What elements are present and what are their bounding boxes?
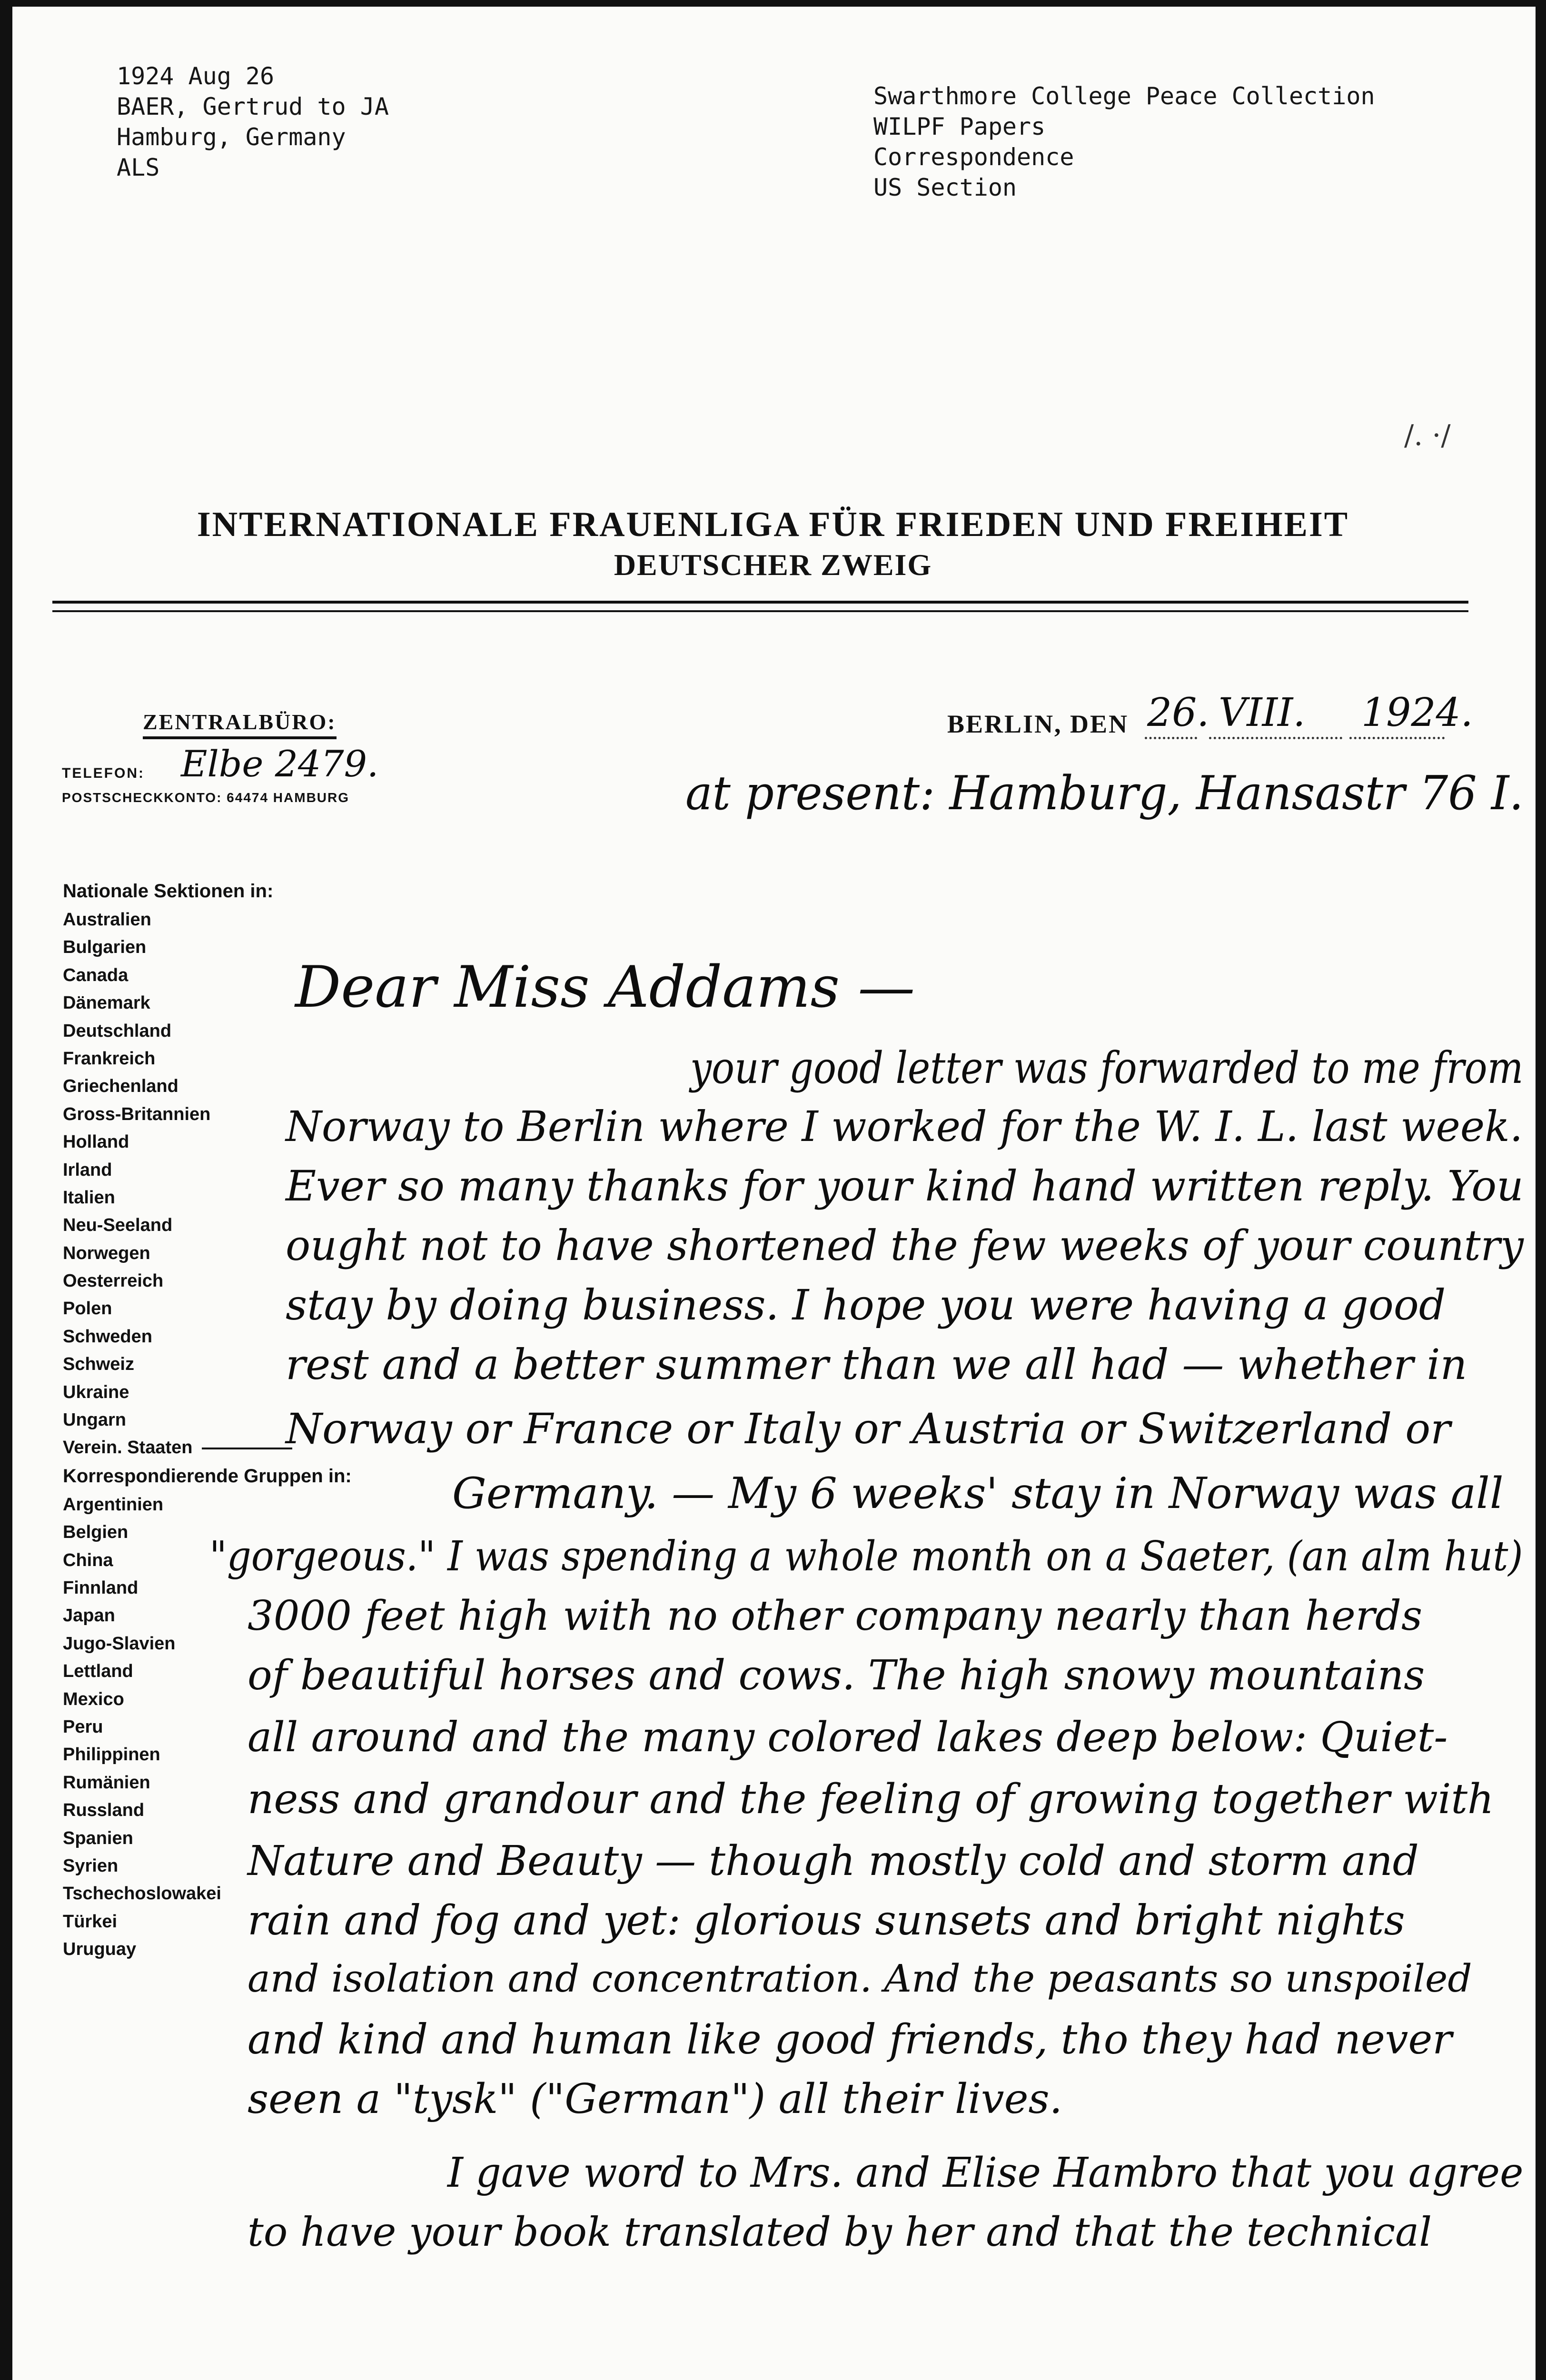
letter-line: Norway to Berlin where I worked for the W. I. L. last week.: [286, 1102, 1523, 1151]
sidebar-item-label: Frankreich: [63, 1048, 156, 1069]
date-dotted-line: [1209, 737, 1342, 739]
letter-line: rest and a better summer than we all had — whether in: [286, 1340, 1467, 1389]
sidebar-item-label: Dänemark: [63, 993, 150, 1013]
sidebar-item: [63, 1072, 352, 1100]
letter-line: "gorgeous." I was spending a whole month on a Saeter, (an alm hut): [209, 1533, 1523, 1580]
sidebar-item-label: Lettland: [63, 1661, 133, 1682]
archive-correspondents: BAER, Gertrud to JA: [117, 93, 389, 120]
letter-line: of beautiful horses and cows. The high snowy mountains: [248, 1652, 1425, 1699]
letter-salutation: Dear Miss Addams —: [295, 954, 915, 1021]
sidebar-item-label: Belgien: [63, 1522, 129, 1543]
sidebar-item-label: Tschechoslowakei: [63, 1884, 221, 1904]
letter-line: ness and grandour and the feeling of growing together with: [248, 1775, 1494, 1823]
sidebar-item-label: Australien: [63, 910, 151, 930]
sidebar-item-label: Finnland: [63, 1577, 139, 1598]
archive-type: ALS: [117, 154, 160, 181]
telefon-label: TELEFON:: [62, 765, 145, 781]
archive-catalog-label: [117, 61, 389, 183]
sidebar-item-label: Rumänien: [63, 1772, 150, 1793]
sidebar-item-label: Argentinien: [63, 1494, 164, 1515]
sidebar-item-label: Italien: [63, 1187, 115, 1208]
sidebar-item-label: Norwegen: [63, 1243, 150, 1263]
letter-line: stay by doing business. I hope you were having a good: [286, 1280, 1446, 1329]
scan-border-right: [1536, 0, 1546, 2380]
date-dotted-line: [1145, 737, 1197, 739]
date-day: 26.: [1147, 690, 1209, 735]
collection-section: US Section: [873, 174, 1017, 201]
telefon-value: Elbe 2479.: [181, 743, 379, 785]
letter-line: and isolation and concentration. And the peasants so unspoiled: [248, 1956, 1472, 2001]
archive-collection-label: [873, 81, 1375, 203]
collection-name: Swarthmore College Peace Collection: [873, 82, 1375, 110]
letter-line: all around and the many colored lakes deep below: Quiet-: [248, 1714, 1448, 1761]
sidebar-item-label: Bulgarien: [63, 937, 147, 958]
sidebar-item: [63, 1045, 352, 1072]
sidebar-item-label: Neu-Seeland: [63, 1215, 173, 1236]
collection-series: Correspondence: [873, 143, 1074, 171]
sidebar-item-label: Gross-Britannien: [63, 1104, 211, 1124]
sidebar-divider: [202, 1448, 292, 1449]
letter-line: Norway or France or Italy or Austria or Switzerland or: [286, 1404, 1451, 1453]
letterhead-title: INTERNATIONALE FRAUENLIGA FÜR FRIEDEN UND FREIHEIT: [197, 505, 1349, 544]
letter-line: Ever so many thanks for your kind hand written reply. You: [286, 1161, 1524, 1210]
place-date-label: BERLIN, DEN: [947, 710, 1129, 738]
sidebar-item-label: Schweden: [63, 1326, 152, 1347]
scan-border-top: [0, 0, 1546, 7]
date-year: 1924.: [1361, 690, 1473, 735]
sidebar-item-label: Ukraine: [63, 1382, 129, 1402]
sidebar-item: [63, 1017, 352, 1045]
sidebar-item-label: Griechenland: [63, 1076, 178, 1097]
letter-line: and kind and human like good friends, tho they had never: [248, 2016, 1452, 2063]
sidebar-item-label: Japan: [63, 1606, 115, 1626]
sidebar-item-label: Schweiz: [63, 1354, 134, 1375]
sidebar-item-label: Mexico: [63, 1689, 124, 1709]
letterhead-subtitle: DEUTSCHER ZWEIG: [614, 548, 932, 582]
archive-place: Hamburg, Germany: [117, 123, 346, 151]
sidebar-item-label: Russland: [63, 1800, 145, 1821]
office-label: ZENTRALBÜRO:: [143, 709, 337, 739]
letterhead-rule-thin: [52, 610, 1468, 612]
sidebar-item-label: Irland: [63, 1160, 112, 1180]
sidebar-item-label: China: [63, 1550, 113, 1570]
sidebar-item: [63, 906, 352, 933]
corner-pencil-mark: /. ·/: [1404, 419, 1451, 452]
letter-line: seen a "tysk" ("German") all their lives.: [248, 2075, 1062, 2123]
postscheck-label: POSTSCHECKKONTO: 64474 HAMBURG: [62, 790, 350, 805]
sidebar-item-label: Ungarn: [63, 1410, 126, 1430]
sidebar-item-label: Polen: [63, 1299, 112, 1319]
sidebar-item-label: Spanien: [63, 1828, 133, 1848]
corresponding-groups-title: Korrespondierende Gruppen in:: [63, 1465, 352, 1487]
sidebar-item-label: Jugo-Slavien: [63, 1633, 176, 1654]
letter-line: Nature and Beauty — though mostly cold and storm and: [248, 1837, 1419, 1885]
sidebar-item-label: Philippinen: [63, 1745, 160, 1765]
letter-line: 3000 feet high with no other company nearly than herds: [248, 1592, 1423, 1640]
date-month: VIII.: [1219, 690, 1306, 735]
sidebar-item-label: Verein. Staaten: [63, 1438, 193, 1458]
sidebar-item-label: Türkei: [63, 1911, 118, 1932]
collection-papers: WILPF Papers: [873, 113, 1046, 140]
sidebar-item-label: Canada: [63, 965, 129, 985]
archive-date: 1924 Aug 26: [117, 62, 275, 90]
letter-line: your good letter was forwarded to me from: [690, 1042, 1524, 1093]
sidebar-item-label: Oesterreich: [63, 1271, 164, 1291]
scan-border-left: [0, 0, 12, 2380]
letter-line: Germany. — My 6 weeks' stay in Norway was all: [452, 1468, 1504, 1518]
present-address: at present: Hamburg, Hansastr 76 I.: [685, 766, 1524, 821]
letter-line: I gave word to Mrs. and Elise Hambro that you agree: [447, 2149, 1524, 2197]
letter-line: rain and fog and yet: glorious sunsets and bright nights: [248, 1897, 1405, 1944]
sidebar-item-label: Deutschland: [63, 1021, 172, 1041]
date-dotted-line: [1349, 737, 1445, 739]
sidebar-item-label: Syrien: [63, 1855, 119, 1876]
letterhead-rule: [52, 601, 1468, 604]
sidebar-item-label: Uruguay: [63, 1939, 137, 1960]
letter-line: to have your book translated by her and that the technical: [248, 2209, 1432, 2255]
letter-line: ought not to have shortened the few weeks of your country: [286, 1221, 1524, 1270]
sidebar-item-label: Holland: [63, 1132, 129, 1152]
sidebar-item: [63, 1491, 352, 1518]
national-sections-title: Nationale Sektionen in:: [63, 881, 274, 902]
sidebar-item-label: Peru: [63, 1716, 103, 1737]
